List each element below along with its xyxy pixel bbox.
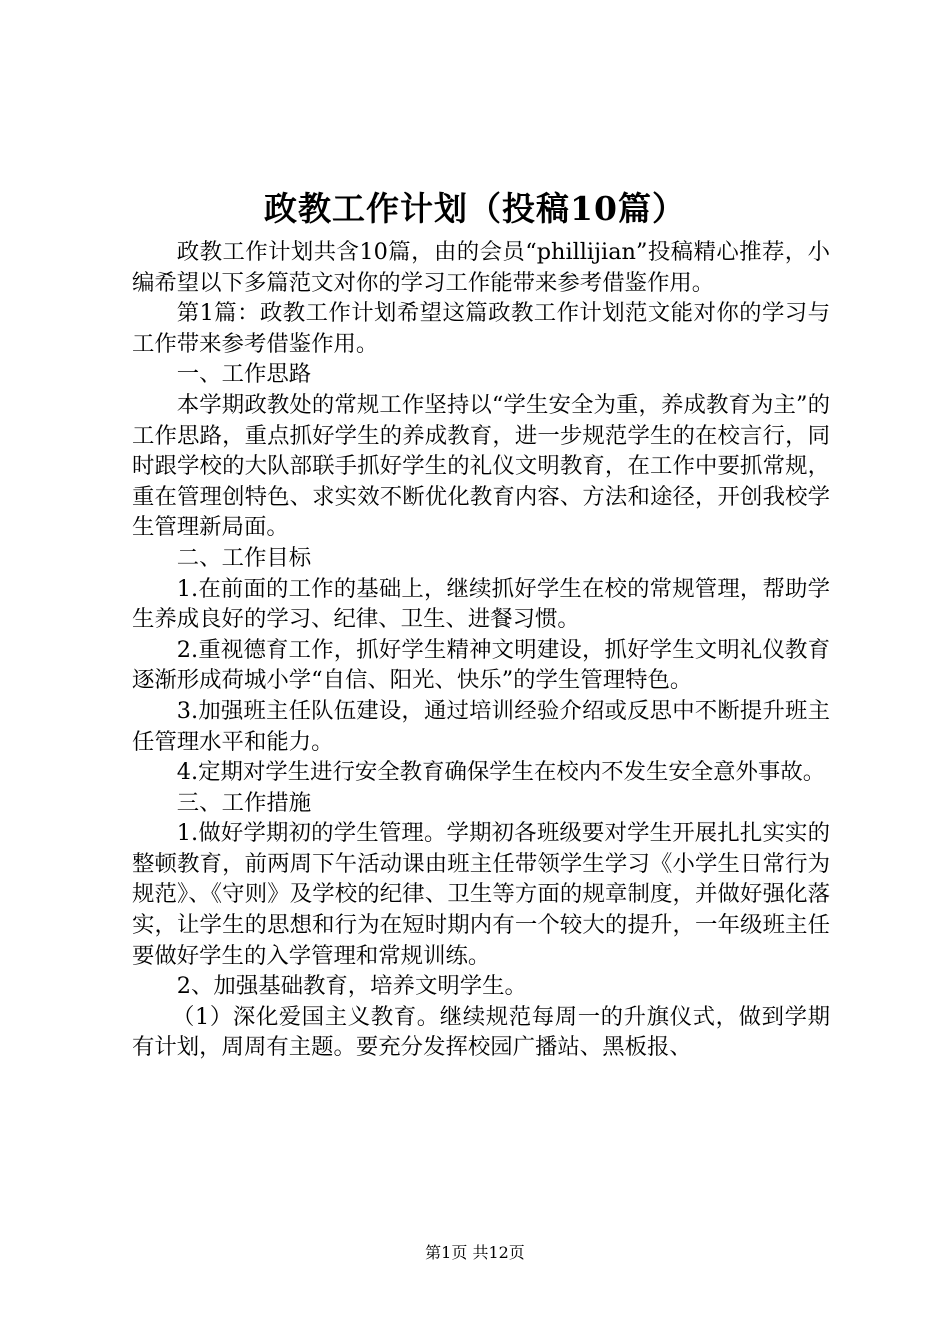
paragraph-goal-2: 2.重视德育工作，抓好学生精神文明建设，抓好学生文明礼仪教育逐渐形成荷城小学“自信、阳光、快乐”的学生管理特色。 [132, 636, 830, 694]
heading-work-goals: 二、工作目标 [176, 544, 312, 571]
paragraph-intro: 政教工作计划共含10篇，由的会员“phillijian”投稿精心推荐，小编希望以下多篇范文对你的学习工作能带来参考借鉴作用。 [132, 239, 830, 296]
paragraph-goal-3: 3.加强班主任队伍建设，通过培训经验介绍或反思中不断提升班主任管理水平和能力。 [132, 697, 830, 755]
document-title: 政教工作计划（投稿10篇） [264, 189, 686, 228]
document-body [132, 237, 830, 1063]
paragraph-measure-2: 2、加强基础教育，培养文明学生。 [176, 973, 527, 1000]
page-footer: 第1页 共12页 [425, 1243, 525, 1262]
heading-work-approach: 一、工作思路 [176, 361, 312, 388]
paragraph-goal-4: 4.定期对学生进行安全教育确保学生在校内不发生安全意外事故。 [176, 759, 826, 786]
paragraph-work-approach: 本学期政教处的常规工作坚持以“学生安全为重，养成教育为主”的工作思路，重点抓好学生的养成教育，进一步规范学生的在校言行，同时跟学校的大队部联手抓好学生的礼仪文明教育，在工作中要抓常规，重在管理创特色、求实效不断优化教育内容、方法和途径，开创我校学生管理新局面。 [132, 391, 830, 541]
paragraph-goal-1: 1.在前面的工作的基础上，继续抓好学生在校的常规管理，帮助学生养成良好的学习、纪律、卫生、进餐习惯。 [132, 575, 830, 633]
paragraph-measure-2-1: （1）深化爱国主义教育。继续规范每周一的升旗仪式，做到学期有计划，周周有主题。要充分发挥校园广播站、黑板报、 [132, 1003, 830, 1061]
heading-work-measures: 三、工作措施 [176, 789, 312, 816]
paragraph-part-1: 第1篇：政教工作计划希望这篇政教工作计划范文能对你的学习与工作带来参考借鉴作用。 [132, 300, 830, 357]
paragraph-measure-1: 1.做好学期初的学生管理。学期初各班级要对学生开展扎扎实实的整顿教育，前两周下午活动课由班主任带领学生学习《小学生日常行为规范》、《守则》及学校的纪律、卫生等方面的规章制度，并做好强化落实，让学生的思想和行为在短时期内有一个较大的提升，一年级班主任要做好学生的入学管理和常规训练。 [132, 820, 830, 969]
